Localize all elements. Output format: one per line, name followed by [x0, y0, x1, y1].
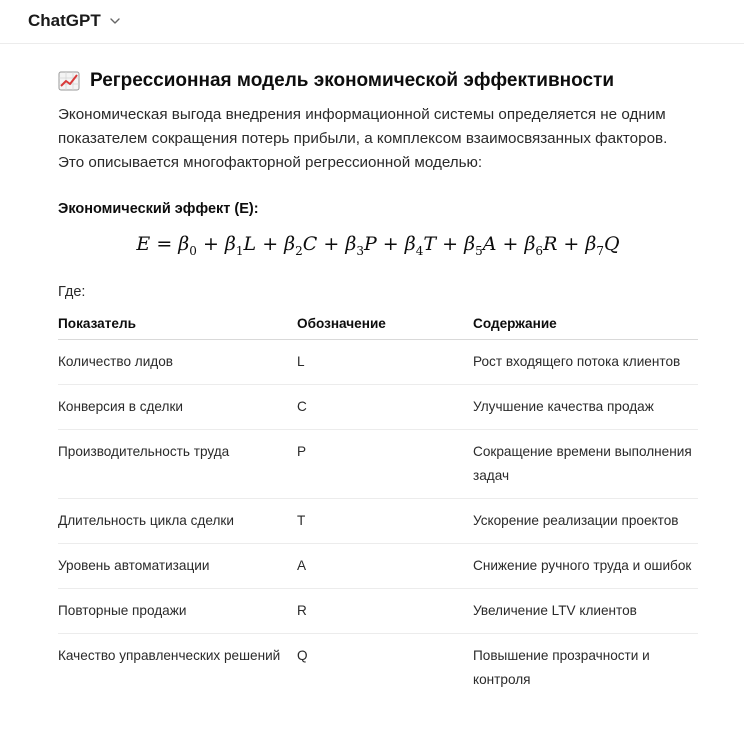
table-cell: R [297, 589, 473, 634]
table-cell: L [297, 340, 473, 385]
paragraph-line: Это описывается многофакторной регрессионной моделью: [58, 154, 483, 171]
model-selector-label[interactable]: ChatGPT [28, 11, 101, 30]
intro-paragraph [58, 103, 703, 175]
table-cell: Повышение прозрачности и контроля [473, 648, 650, 687]
table-row [58, 544, 698, 589]
table-header-row [58, 308, 698, 340]
table-cell: Улучшение качества продаж [473, 385, 698, 430]
chart-increasing-icon [58, 71, 80, 91]
table-cell: P [297, 430, 473, 499]
table-cell: Сокращение времени выполнения задач [473, 430, 698, 499]
variables-table [58, 308, 698, 702]
table-cell: C [297, 385, 473, 430]
chevron-down-icon[interactable] [109, 15, 121, 27]
column-header: Показатель [58, 308, 297, 340]
where-label: Где: [58, 284, 86, 300]
section-title: Регрессионная модель экономической эффективности [90, 70, 615, 91]
table-row [58, 499, 698, 544]
table-row [58, 634, 698, 703]
table-cell: Длительность цикла сделки [58, 499, 297, 544]
table-cell: Уровень автоматизации [58, 544, 297, 589]
table-cell: Рост входящего потока клиентов [473, 340, 698, 385]
table-cell: Q [297, 648, 308, 663]
table-row [58, 385, 698, 430]
table-cell: Количество лидов [58, 340, 297, 385]
table-row [58, 589, 698, 634]
table-cell: A [297, 544, 473, 589]
table-cell: Снижение ручного труда и ошибок [473, 544, 698, 589]
table-row [58, 340, 698, 385]
table-row [58, 430, 698, 499]
table-cell: Увеличение LTV клиентов [473, 589, 698, 634]
table-cell: Производительность труда [58, 430, 297, 499]
column-header: Содержание [473, 308, 698, 340]
table-cell: Ускорение реализации проектов [473, 499, 698, 544]
top-bar [0, 0, 744, 44]
paragraph-line: Экономическая выгода внедрения информационной системы определяется не одним [58, 106, 666, 123]
paragraph-line: показателем сокращения потерь прибыли, а комплексом взаимосвязанных факторов. [58, 130, 668, 147]
regression-formula: $E = \beta_0 + \beta_1L + \beta_2C + \beta_3P + \beta_4T + \beta_5A + \beta_6R + \beta_7Q$ [136, 233, 620, 258]
section-heading [58, 68, 698, 94]
table-cell: Повторные продажи [58, 589, 297, 634]
column-header: Обозначение [297, 308, 473, 340]
formula-label: Экономический эффект (E): [58, 201, 259, 217]
table-cell: Качество управленческих решений [58, 648, 281, 663]
table-cell: T [297, 499, 473, 544]
table-cell: Конверсия в сделки [58, 385, 297, 430]
